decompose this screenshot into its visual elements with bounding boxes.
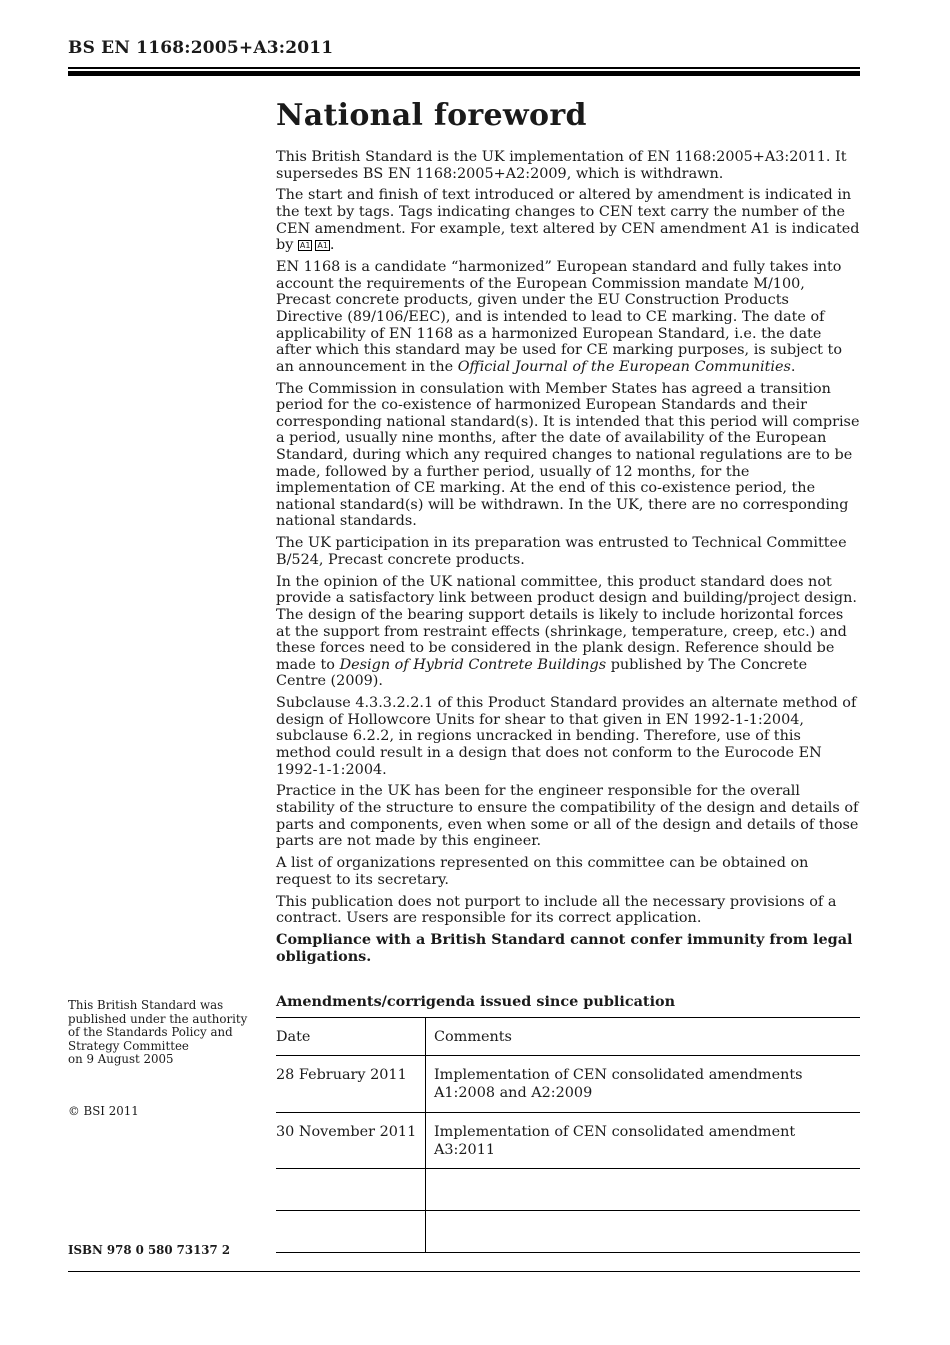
table-row (276, 1056, 860, 1113)
row-comments-value (426, 1169, 860, 1179)
row-date-value (276, 1169, 425, 1179)
document-id: BS EN 1168:2005+A3:2011 (68, 38, 334, 58)
publication-note-line: on 9 August 2005 (68, 1052, 174, 1066)
row-comments (426, 1169, 861, 1211)
table-header-row (276, 1018, 860, 1056)
amendments-title: Amendments/corrigenda issued since publication (276, 993, 676, 1010)
copyright-notice: © BSI 2011 (68, 1104, 139, 1118)
compliance-statement: Compliance with a British Standard cannot confer immunity from legal obligations. (276, 931, 853, 965)
header-comments (426, 1018, 861, 1056)
row-date (276, 1211, 426, 1253)
official-journal-title: Official Journal of the European Communities (457, 358, 791, 375)
row-date-value: 28 February 2011 (276, 1067, 407, 1083)
header-rule-thin (68, 67, 860, 69)
row-comments-value: Implementation of CEN consolidated amendments A1:2008 and A2:2009 (434, 1067, 803, 1101)
header-comments-label: Comments (434, 1029, 512, 1045)
publication-note-line: Strategy Committee (68, 1038, 189, 1053)
paragraph-implementation: This British Standard is the UK implementation of EN 1168:2005+A3:2011. It supersedes BS EN 1168:2005+A2:2009, which is withdrawn. (276, 149, 847, 182)
row-comments (426, 1113, 861, 1169)
footer-rule (68, 1271, 860, 1272)
publication-note-line: of the Standards Policy and (68, 1025, 233, 1039)
amendments-table (276, 1017, 860, 1253)
row-date (276, 1169, 426, 1211)
row-date-value (276, 1211, 425, 1221)
paragraph-opinion-text: In the opinion of the UK national committee, this product standard does not provide a satisfactory link between product design and building/project design. The design of the bearing support details is likely to include horizontal forces at the support from restraint effects (shrinkage, temperature, creep, etc.) and these forces need to be considered in the plank design. Reference should be made to (276, 573, 857, 673)
paragraph-practice: Practice in the UK has been for the engineer responsible for the overall stability of the structure to ensure the compatibility of the design and details of parts and components, even when some or all of the design and details of those parts are not made by this engineer. (276, 783, 859, 850)
paragraph-opinion (276, 574, 860, 690)
paragraph-provisions: This publication does not purport to include all the necessary provisions of a contract. Users are responsible for its correct application. (276, 893, 837, 927)
row-comments (426, 1211, 861, 1253)
row-comments-value: Implementation of CEN consolidated amendment A3:2011 (434, 1124, 796, 1158)
paragraph-amendment-tags: The start and finish of text introduced or altered by amendment is indicated in the text by tags. Tags indicating changes to CEN text carry the number of the CEN amendment. For example, text altered by CEN amendment A1 is indicated by A1 A1 . (276, 187, 860, 254)
reference-title: Design of Hybrid Contrete Buildings (339, 656, 607, 673)
table-row (276, 1169, 860, 1211)
amendment-tag-close: A1 (317, 241, 328, 251)
row-date-value: 30 November 2011 (276, 1124, 417, 1140)
table-row (276, 1211, 860, 1253)
row-comments-value (426, 1211, 860, 1221)
paragraph-harmonized: EN 1168 is a candidate “harmonized” European standard and fully takes into account the requirements of the European Commission mandate M/100, Precast concrete products, given under the EU Construction Products Directive (89/106/EEC), and is intended to lead to CE marking. The date of applicability of EN 1168 as a harmonized European Standard, i.e. the date after which this standard may be used for CE marking purposes, is subject to an announcement in the Official Journal of the European Communities. (276, 259, 842, 375)
paragraph-subclause: Subclause 4.3.3.2.2.1 of this Product Standard provides an alternate method of design of Hollowcore Units for shear to that given in EN 1992-1-1:2004, subclause 6.2.2, in regions uncracked in bending. Therefore, use of this method could result in a design that does not conform to the Eurocode EN 1992-1-1:2004. (276, 695, 857, 778)
header-date (276, 1018, 426, 1056)
paragraph-harmonized-text: EN 1168 is a candidate “harmonized” European standard and fully takes into account the requirements of the European Commission mandate M/100, Precast concrete products, given under the EU Construction Products Directive (89/106/EEC), and is intended to lead to CE marking. The date of applicability of EN 1168 as a harmonized European Standard, i.e. the date after which this standard may be used for CE marking purposes, is subject to an announcement in the (276, 259, 842, 375)
paragraph-amendment-tags-text: The start and finish of text introduced or altered by amendment is indicated in the text by tags. Tags indicating changes to CEN text carry the number of the CEN amendment. For example, text altered by CEN amendment A1 is indicated by (276, 187, 860, 254)
paragraph-transition: The Commission in consulation with Member States has agreed a transition period for the co-existence of harmonized European Standards and their corresponding national standard(s). It is intended that this period will comprise a period, usually nine months, after the date of availability of the European Standard, during which any required changes to national regulations are to be made, followed by a further period, usually of 12 months, for the implementation of CE marking. At the end of this co-existence period, the national standard(s) will be withdrawn. In the UK, there are no corresponding national standards. (276, 380, 860, 530)
table-row (276, 1113, 860, 1169)
isbn: ISBN 978 0 580 73137 2 (68, 1243, 231, 1257)
page-title: National foreword (276, 98, 587, 133)
paragraph-committee: The UK participation in its preparation was entrusted to Technical Committee B/524, Precast concrete products. (276, 535, 847, 568)
amendment-tag-open: A1 (299, 241, 311, 251)
paragraph-organizations: A list of organizations represented on this committee can be obtained on request to its secretary. (276, 855, 809, 888)
publication-note (68, 999, 258, 1067)
row-date (276, 1113, 426, 1169)
row-date (276, 1056, 426, 1113)
publication-note-line: This British Standard was (68, 998, 224, 1012)
header-rule-thick (68, 71, 860, 76)
foreword-body (276, 149, 860, 971)
header-date-label: Date (276, 1029, 311, 1045)
publication-note-line: published under the authority (68, 1011, 248, 1026)
row-comments (426, 1056, 861, 1113)
paragraph-opinion-tail: published by The Concrete Centre (2009). (276, 656, 808, 690)
